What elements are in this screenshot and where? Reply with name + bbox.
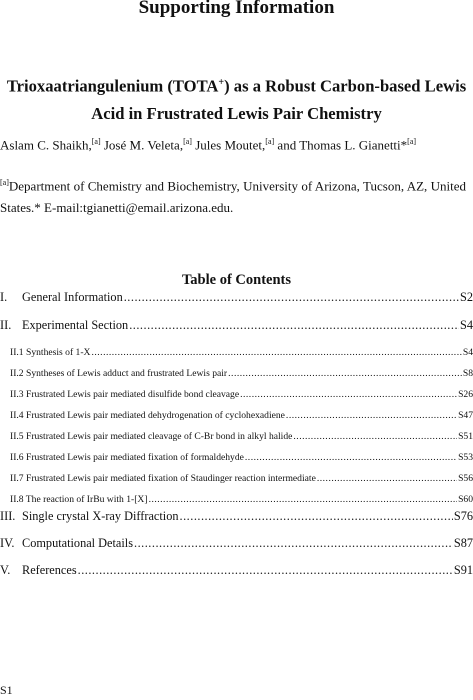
toc-entry-label: II.2 Syntheses of Lewis adduct and frustrated Lewis pair: [10, 368, 228, 379]
toc-entry-experimental-section[interactable]: [0, 318, 473, 333]
toc-entry-label: Computational Details: [22, 536, 133, 550]
toc-subentry-dehydrogenation[interactable]: [10, 410, 473, 421]
supporting-information-heading: Supporting Information: [138, 0, 335, 18]
toc-entry-page: S47: [458, 410, 473, 421]
toc-entry-references[interactable]: [0, 563, 473, 578]
toc-entry-page: S87: [453, 536, 473, 550]
toc-entry-label: II.8 The reaction of IrBu with 1-[X]: [10, 494, 148, 505]
toc-entry-page: S91: [453, 563, 473, 577]
toc-entry-page: S60: [458, 494, 473, 505]
toc-subentry-staudinger[interactable]: [10, 473, 473, 484]
toc-entry-page: S76: [453, 509, 473, 523]
toc-dot-leader: [317, 473, 457, 484]
affiliation-mark: [a]: [183, 137, 192, 146]
toc-entry-label: II.1 Synthesis of 1-X: [10, 347, 91, 358]
toc-subentry-lewis-adduct[interactable]: [10, 368, 473, 379]
toc-entry-page: S4: [462, 347, 473, 358]
toc-dot-leader: [124, 290, 459, 305]
toc-entry-computational-details[interactable]: [0, 536, 473, 551]
toc-dot-leader: [240, 389, 457, 400]
paper-title: [0, 69, 473, 127]
toc-heading: Table of Contents: [181, 272, 292, 288]
toc-subentry-formaldehyde[interactable]: [10, 452, 473, 463]
title-superscript: +: [218, 77, 225, 88]
toc-dot-leader: [293, 431, 457, 442]
affiliation-mark: [a]: [407, 137, 417, 146]
toc-entry-number: V.: [0, 563, 11, 577]
toc-subentry-disulfide[interactable]: [10, 389, 473, 400]
toc-entry-label: II.5 Frustrated Lewis pair mediated cleavage of C-Br bond in alkyl halide: [10, 431, 293, 442]
author-name: Jules Moutet,: [191, 137, 266, 153]
toc-dot-leader: [180, 509, 453, 524]
toc-dot-leader: [228, 368, 462, 379]
toc-subentry-c-br-cleavage[interactable]: [10, 431, 473, 442]
toc-entry-label: General Information: [22, 290, 123, 304]
toc-entry-page: S51: [458, 431, 473, 442]
author-name: José M. Veleta,: [100, 137, 184, 153]
toc-entry-label: II.4 Frustrated Lewis pair mediated dehydrogenation of cyclohexadiene: [10, 410, 285, 421]
toc-dot-leader: [78, 563, 453, 578]
toc-dot-leader: [149, 494, 458, 505]
toc-dot-leader: [245, 452, 457, 463]
toc-entry-page: S4: [460, 318, 473, 332]
affiliation-line2: States.* E-mail:tgianetti@email.arizona.edu.: [0, 200, 234, 216]
title-line2: Acid in Frustrated Lewis Pair Chemistry: [91, 103, 382, 123]
toc-dot-leader: [134, 536, 453, 551]
toc-entry-label: Single crystal X-ray Diffraction: [22, 509, 179, 523]
affiliation-mark: [a]: [0, 178, 9, 187]
affiliation-block: [0, 172, 466, 219]
toc-dot-leader: [286, 410, 457, 421]
toc-entry-label: References: [22, 563, 77, 577]
toc-entry-page: S8: [462, 368, 473, 379]
toc-entry-xray-diffraction[interactable]: [0, 509, 473, 524]
title-line1-part2: ) as a Robust Carbon-based Lewis: [224, 76, 467, 96]
toc-entry-page: S56: [458, 473, 473, 484]
toc-subentry-irbu-reaction[interactable]: [10, 494, 473, 505]
toc-entry-page: S26: [458, 389, 473, 400]
toc-dot-leader: [129, 318, 459, 333]
affiliation-line1: [a]Department of Chemistry and Biochemistry, University of Arizona, Tucson, AZ, United: [0, 178, 466, 194]
toc-entry-label: II.6 Frustrated Lewis pair mediated fixation of formaldehyde: [10, 452, 244, 463]
toc-entry-label: II.7 Frustrated Lewis pair mediated fixation of Staudinger reaction intermediate: [10, 473, 316, 484]
toc-entry-label: Experimental Section: [22, 318, 129, 332]
toc-entry-number: III.: [0, 509, 16, 523]
author-name: Aslam C. Shaikh,: [0, 137, 92, 153]
author-list: [0, 137, 416, 153]
toc-dot-leader: [91, 347, 461, 358]
author-name: and Thomas L. Gianetti*: [274, 137, 408, 153]
affiliation-mark: [a]: [91, 137, 101, 146]
toc-entry-number: II.: [0, 318, 12, 332]
toc-entry-number: I.: [0, 290, 8, 304]
toc-entry-page: S2: [460, 290, 473, 304]
page-number: S1: [0, 683, 13, 697]
affiliation-mark: [a]: [265, 137, 275, 146]
title-line1-part1: Trioxaatriangulenium (TOTA: [6, 76, 219, 96]
toc-entry-number: IV.: [0, 536, 15, 550]
toc-entry-page: S53: [458, 452, 473, 463]
toc-entry-label: II.3 Frustrated Lewis pair mediated disulfide bond cleavage: [10, 389, 240, 400]
toc-entry-general-information[interactable]: [0, 290, 473, 305]
toc-subentry-synthesis[interactable]: [10, 347, 473, 358]
